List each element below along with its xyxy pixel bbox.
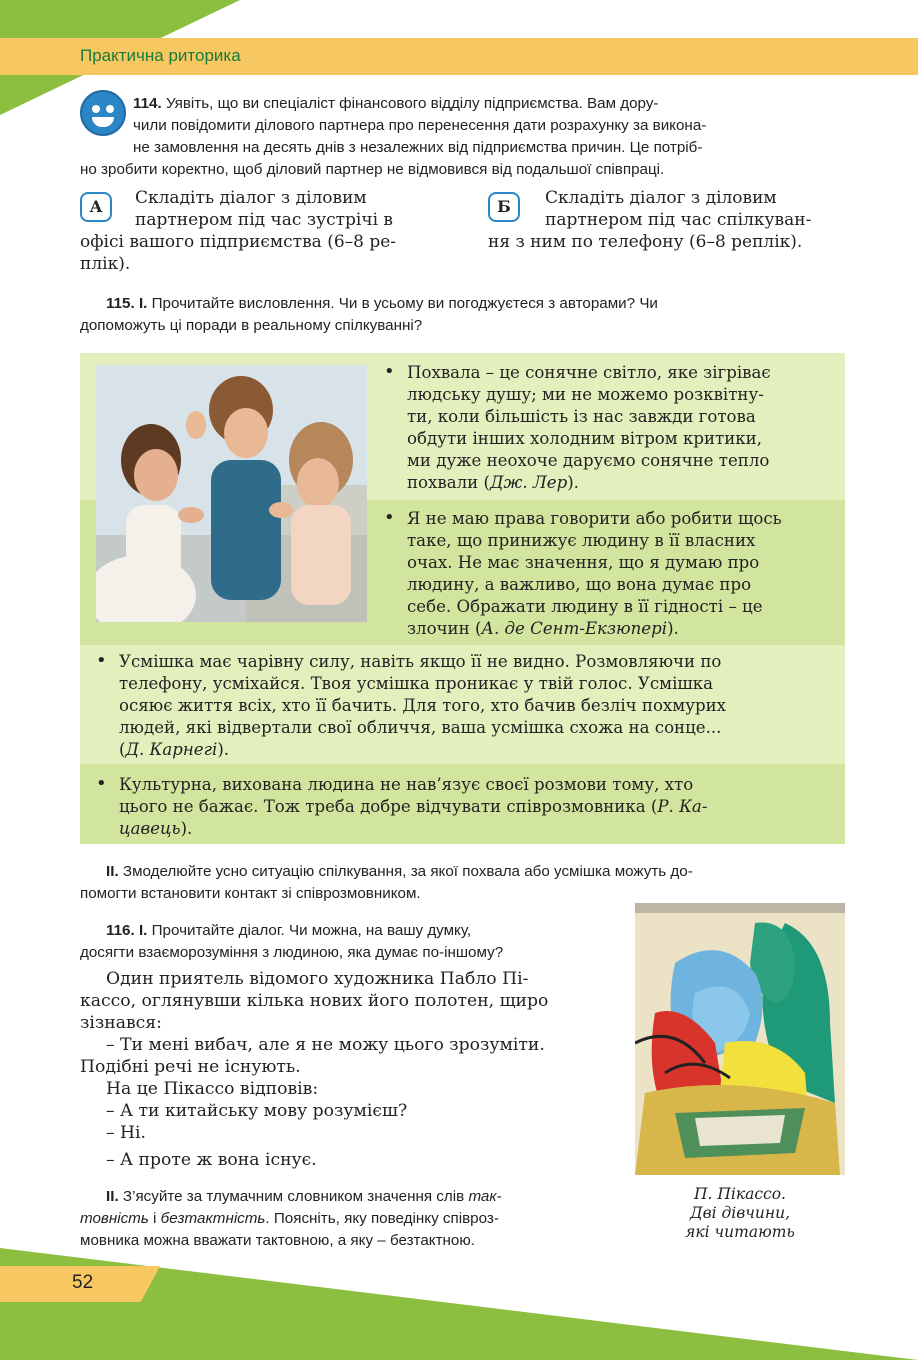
- footer-decoration: [0, 1248, 918, 1360]
- page-number: 52: [72, 1272, 94, 1293]
- story-line-2: кассо, оглянувши кілька нових його полотен, щиро: [80, 991, 549, 1011]
- option-b-line-2: партнером під час спілкуван-: [545, 210, 812, 230]
- quote-2-line-1: Я не маю права говорити або робити щось: [407, 509, 782, 528]
- quote-4-author: цавець: [119, 819, 181, 838]
- quote-1-line-5: ми дуже неохоче даруємо сонячне тепло: [407, 451, 770, 470]
- task-115-part2-line-2: помогти встановити контакт зі співрозмовником.: [80, 885, 421, 902]
- option-a-line-2: партнером під час зустрічі в: [135, 210, 393, 230]
- task-114-line-1: 114. Уявіть, що ви спеціаліст фінансового відділу підприємства. Вам дору-: [133, 95, 659, 112]
- quote-1-line-6: похвали (Дж. Лер).: [407, 473, 579, 492]
- quote-3-line-4: людей, які відвертали свої обличчя, ваша усмішка схожа на сонце...: [119, 718, 722, 737]
- task-114-line-3: не замовлення на десять днів з незалежних від підприємства причин. Це потріб-: [133, 139, 703, 156]
- story-line-7: – А ти китайську мову розумієш?: [106, 1101, 408, 1121]
- quote-1-line-4: обдути інших холодним вітром критики,: [407, 429, 762, 448]
- quote-1-line-1: Похвала – це сонячне світло, яке зігріває: [407, 363, 771, 382]
- story-line-4: – Ти мені вибач, але я не можу цього зрозуміти.: [106, 1035, 545, 1055]
- quote-3-line-5: (Д. Карнегі).: [119, 740, 230, 759]
- quote-3-author: Д. Карнегі: [125, 740, 218, 759]
- caption-line-3: які читають: [685, 1223, 795, 1241]
- option-b-line-1: Складіть діалог з діловим: [545, 188, 777, 208]
- option-b-badge: Б: [488, 192, 520, 222]
- story-line-3: зізнався:: [80, 1013, 162, 1033]
- story-line-8: – Ні.: [106, 1123, 147, 1143]
- task-114-line-4: но зробити коректно, щоб діловий партнер не відмовився від подальшої співпраці.: [80, 161, 665, 178]
- option-a-badge: А: [80, 192, 112, 222]
- quote-2-line-3: очах. Не має значення, що я думаю про: [407, 553, 760, 572]
- quote-2-line-2: таке, що принижує людину в її власних: [407, 531, 756, 550]
- story-line-1: Один приятель відомого художника Пабло Пі-: [106, 969, 529, 989]
- task-114-line-2: чили повідомити ділового партнера про перенесення дати розрахунку за викона-: [133, 117, 707, 134]
- picasso-painting-image: [635, 903, 845, 1175]
- quote-2-line-5: себе. Ображати людину в її гідності – це: [407, 597, 763, 616]
- quote-2-line-6: злочин (А. де Сент-Екзюпері).: [407, 619, 679, 638]
- task-116-line-1: 116. I. Прочитайте діалог. Чи можна, на вашу думку,: [106, 922, 472, 939]
- quote-1-line-2: людську душу; ми не можемо розквітну-: [407, 385, 764, 404]
- task-115-line-2: допоможуть ці поради в реальному спілкуванні?: [80, 317, 423, 334]
- task-115-part2-line-1: II. Змоделюйте усно ситуацію спілкування, за якої похвала або усмішка можуть до-: [106, 863, 693, 880]
- bullet-icon: •: [384, 361, 395, 382]
- story-line-6: На це Пікассо відповів:: [106, 1079, 319, 1099]
- option-a-line-3: офісі вашого підприємства (6–8 ре-: [80, 232, 397, 252]
- smiley-icon: [80, 90, 126, 136]
- quote-4-line-2: цього не бажає. Тож треба добре відчувати співрозмовника (Р. Ка-: [119, 797, 708, 816]
- bullet-icon: •: [96, 773, 107, 794]
- quote-2-author: А. де Сент-Екзюпері: [481, 619, 668, 638]
- option-b-line-3: ня з ним по телефону (6–8 реплік).: [488, 232, 803, 252]
- option-a-line-4: плік).: [80, 254, 131, 274]
- story-line-9: – А проте ж вона існує.: [106, 1150, 317, 1170]
- bullet-icon: •: [96, 650, 107, 671]
- quote-3-line-2: телефону, усміхайся. Твоя усмішка проникає у твій голос. Усмішка: [119, 674, 714, 693]
- page-header-title: Практична риторика: [80, 46, 241, 65]
- quote-4-line-1: Культурна, вихована людина не нав’язує своєї розмови тому, хто: [119, 775, 694, 794]
- task-116-line-2: досягти взаєморозуміння з людиною, яка думає по-іншому?: [80, 944, 504, 961]
- caption-line-1: П. Пікассо.: [694, 1185, 786, 1203]
- quote-4-line-3: цавець).: [119, 819, 193, 838]
- quote-3-line-1: Усмішка має чарівну силу, навіть якщо її не видно. Розмовляючи по: [119, 652, 722, 671]
- bullet-icon: •: [384, 507, 395, 528]
- task-116-part2-line-3: мовника можна вважати тактовною, а яку – безтактною.: [80, 1232, 475, 1249]
- photo-people-laughing: [96, 365, 367, 622]
- option-a-line-1: Складіть діалог з діловим: [135, 188, 367, 208]
- quote-2-line-4: людину, а важливо, що вона думає про: [407, 575, 752, 594]
- quote-3-line-3: осяює життя всіх, хто її бачить. Для того, хто бачив безліч похмурих: [119, 696, 727, 715]
- task-115-line-1: 115. I. Прочитайте висловлення. Чи в усьому ви погоджуєтеся з авторами? Чи: [106, 295, 658, 312]
- quote-1-line-3: ти, коли більшість із нас завжди готова: [407, 407, 756, 426]
- caption-line-2: Дві дівчини,: [689, 1204, 791, 1222]
- story-line-5: Подібні речі не існують.: [80, 1057, 301, 1077]
- task-116-part2-line-2: товність і безтактність. Поясніть, яку поведінку співроз-: [80, 1210, 499, 1227]
- task-116-part2-line-1: II. З’ясуйте за тлумачним словником значення слів так-: [106, 1188, 502, 1205]
- painting-caption: [640, 1185, 840, 1242]
- quote-1-author: Дж. Лер: [490, 473, 568, 492]
